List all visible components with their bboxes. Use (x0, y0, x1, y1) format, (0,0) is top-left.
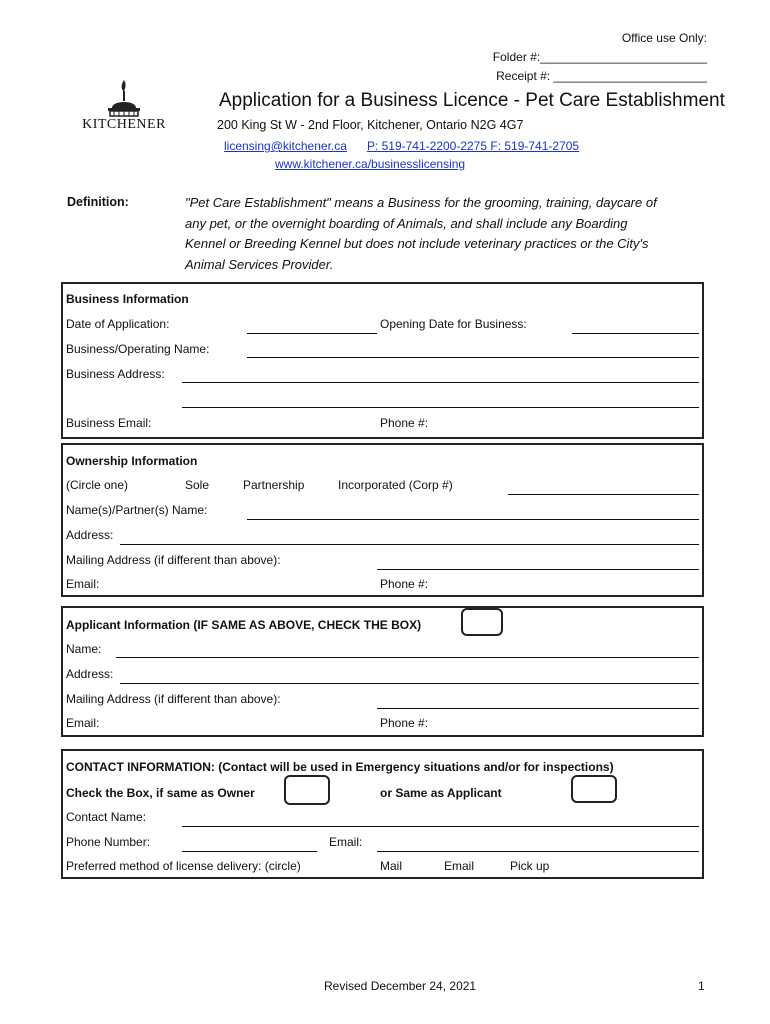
applicant-name-label: Name: (66, 642, 102, 656)
owner-mailing-field[interactable] (377, 569, 699, 570)
same-as-owner-label: Check the Box, if same as Owner (66, 786, 255, 800)
same-as-applicant-label: or Same as Applicant (380, 786, 502, 800)
business-phone-label: Phone #: (380, 416, 429, 430)
business-address-field-2[interactable] (182, 407, 699, 408)
corp-number-field[interactable] (508, 494, 699, 495)
business-address-label: Business Address: (66, 367, 165, 381)
applicant-mailing-label: Mailing Address (if different than above): (66, 692, 281, 706)
delivery-option-mail[interactable]: Mail (380, 859, 403, 873)
owner-email-label: Email: (66, 577, 100, 591)
applicant-heading: Applicant Information (IF SAME AS ABOVE, CHECK THE BOX) (66, 618, 422, 632)
applicant-same-checkbox[interactable] (461, 608, 503, 636)
opening-date-label: Opening Date for Business: (380, 317, 527, 331)
applicant-email-label: Email: (66, 716, 100, 730)
contact-name-field[interactable] (182, 826, 699, 827)
owner-names-field[interactable] (247, 519, 699, 520)
option-partnership[interactable]: Partnership (243, 478, 305, 492)
owner-names-label: Name(s)/Partner(s) Name: (66, 503, 208, 517)
option-incorporated[interactable]: Incorporated (Corp #) (338, 478, 453, 492)
phone-fax-link[interactable]: P: 519-741-2200-2275 F: 519-741-2705 (366, 139, 580, 153)
website-link[interactable]: www.kitchener.ca/businesslicensing (275, 157, 466, 171)
business-heading: Business Information (66, 292, 189, 306)
same-as-owner-checkbox[interactable] (284, 775, 330, 805)
contact-email-field[interactable] (377, 851, 699, 852)
revised-date: Revised December 24, 2021 (324, 979, 477, 993)
contact-heading: CONTACT INFORMATION: (Contact will be used in Emergency situations and/or for inspections) (66, 760, 614, 774)
applicant-address-field[interactable] (120, 683, 699, 684)
delivery-method-label: Preferred method of license delivery: (circle) (66, 859, 301, 873)
applicant-mailing-field[interactable] (377, 708, 699, 709)
date-of-application-label: Date of Application: (66, 317, 170, 331)
owner-address-label: Address: (66, 528, 114, 542)
office-use-title: Office use Only: (621, 31, 707, 45)
date-of-application-field[interactable] (247, 333, 377, 334)
applicant-phone-label: Phone #: (380, 716, 429, 730)
applicant-address-label: Address: (66, 667, 114, 681)
owner-mailing-label: Mailing Address (if different than above): (66, 553, 281, 567)
contact-phone-field[interactable] (182, 851, 317, 852)
contact-phone-label: Phone Number: (66, 835, 151, 849)
kitchener-logo (78, 78, 170, 134)
business-address-field[interactable] (182, 382, 699, 383)
folder-number: Folder #:_________________________ (492, 50, 707, 64)
owner-address-field[interactable] (120, 544, 699, 545)
page-number: 1 (698, 979, 705, 993)
ownership-heading: Ownership Information (66, 454, 198, 468)
business-email-label: Business Email: (66, 416, 152, 430)
applicant-name-field[interactable] (116, 657, 699, 658)
option-sole[interactable]: Sole (185, 478, 210, 492)
logo-wordmark: KITCHENER (82, 117, 166, 132)
circle-one-label: (Circle one) (66, 478, 129, 492)
definition-text: "Pet Care Establishment" means a Business for the grooming, training, daycare of any pet, or the overnight boarding of Animals, and shall include any Boarding Kennel or Breeding Kennel but does not include veterinary practices or the City's Animal Services Provider. (185, 195, 657, 272)
business-name-label: Business/Operating Name: (66, 342, 210, 356)
receipt-number: Receipt #: _______________________ (496, 69, 707, 83)
delivery-option-pickup[interactable]: Pick up (510, 859, 550, 873)
page-title: Application for a Business Licence - Pet Care Establishment (219, 90, 725, 111)
definition-label: Definition: (67, 195, 129, 209)
office-address: 200 King St W - 2nd Floor, Kitchener, Ontario N2G 4G7 (217, 118, 524, 132)
same-as-applicant-checkbox[interactable] (571, 775, 617, 803)
contact-email-label: Email: (329, 835, 363, 849)
business-name-field[interactable] (247, 357, 699, 358)
opening-date-field[interactable] (572, 333, 699, 334)
delivery-option-email[interactable]: Email (444, 859, 475, 873)
email-link[interactable]: licensing@kitchener.ca (224, 139, 347, 153)
contact-name-label: Contact Name: (66, 810, 147, 824)
owner-phone-label: Phone #: (380, 577, 429, 591)
